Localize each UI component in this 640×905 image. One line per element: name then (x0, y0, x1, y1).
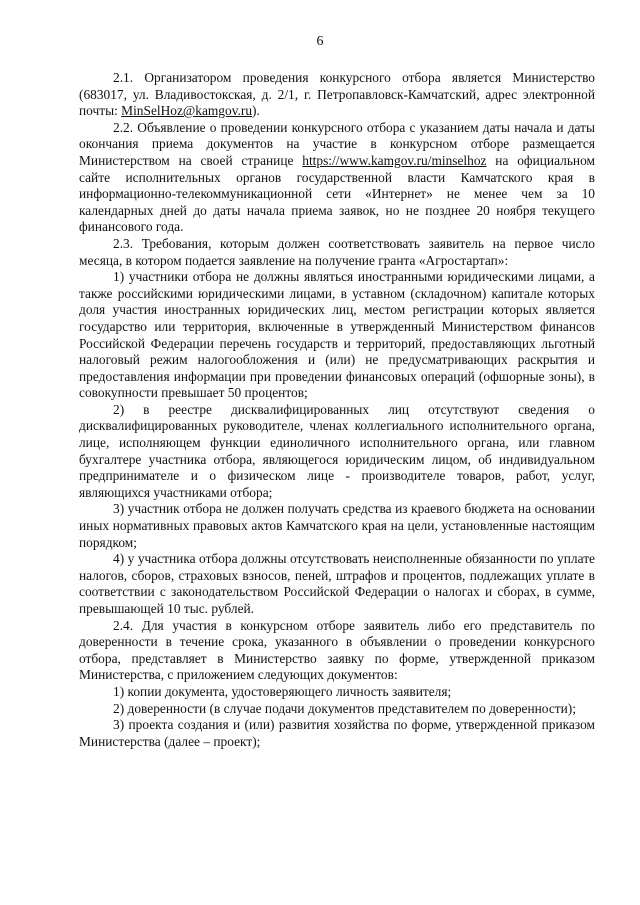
paragraph-2-4-item-2: 2) доверенности (в случае подачи документов представителем по доверенности); (113, 700, 576, 716)
paragraph-2-1 (79, 70, 595, 120)
paragraph-2-1-text: 2.1. Организатором проведения конкурсного отбора является Министерство (683017, ул. Владивостокская, д. 2/1, г. Петропавловск-Камчатский, адрес электронной почты: (79, 70, 595, 119)
email-link[interactable]: MinSelHoz@kamgov.ru (121, 103, 253, 119)
page-number: 6 (316, 34, 324, 49)
paragraph-2-3-item-1: 1) участники отбора не должны являться иностранными юридическими лицами, а также российскими юридическими лицами, в уставном (складочном) капитале которых доля участия иностранных юридических лиц, местом регистрации которых является государство или территория, включенные в утвержденный Министерством финансов Российской Федерации перечень государств и территорий, предоставляющих льготный налоговый режим налогообложения и (или) не предусматривающих раскрытия и предоставления информации при проведении финансовых операций (офшорные зоны), в совокупности превышает 50 процентов; (79, 269, 595, 401)
paragraph-2-4-item-3: 3) проекта создания и (или) развития хозяйства по форме, утвержденной приказом Министерства (далее – проект); (79, 717, 595, 749)
document-body (79, 70, 595, 750)
website-link[interactable]: https://www.kamgov.ru/minselhoz (302, 152, 487, 168)
paragraph-2-2-tail: на официальном сайте исполнительных органов государственной власти Камчатского края в информационно-телекоммуникационной сети «Интернет» не менее чем за 10 календарных дней до даты начала приема заявок, но не позднее 20 ноября текущего финансового года. (79, 152, 596, 235)
paragraph-2-1-tail: ). (252, 103, 260, 119)
paragraph-2-2-text: 2.2. Объявление о проведении конкурсного отбора с указанием даты начала и даты окончания приема документов на участие в конкурсном отборе размещается Министерством на своей странице (79, 119, 595, 168)
paragraph-2-3-item-4: 4) у участника отбора должны отсутствовать неисполненные обязанности по уплате налогов, сборов, страховых взносов, пеней, штрафов и процентов, подлежащих уплате в соответствии с законодательством Российской Федерации о налогах и сборах, в сумме, превышающей 10 тыс. рублей. (79, 551, 595, 616)
paragraph-2-3-item-2: 2) в реестре дисквалифицированных лиц отсутствуют сведения о дисквалифицированных руководителе, членах коллегиального исполнительного органа, лице, исполняющем функции единоличного исполнительного органа, или главном бухгалтере участника отбора, являющегося юридическим лицом, об индивидуальном предпринимателе и о физическом лице - производителе товаров, работ, услуг, являющихся участниками отбора; (79, 401, 595, 500)
paragraph-2-4-item-1: 1) копии документа, удостоверяющего личность заявителя; (113, 683, 452, 699)
paragraph-2-2 (79, 120, 595, 236)
paragraph-2-3: 2.3. Требования, которым должен соответствовать заявитель на первое число месяца, в котором подается заявление на получение гранта «Агростартап»: (79, 235, 595, 268)
paragraph-2-4: 2.4. Для участия в конкурсном отборе заявитель либо его представитель по доверенности в течение срока, указанного в объявлении о проведении конкурсного отбора, представляет в Министерство заявку по форме, утвержденной приказом Министерства, с приложением следующих документов: (79, 617, 595, 683)
paragraph-2-3-item-3: 3) участник отбора не должен получать средства из краевого бюджета на основании иных нормативных правовых актов Камчатского края на цели, установленные настоящим порядком; (79, 501, 595, 550)
